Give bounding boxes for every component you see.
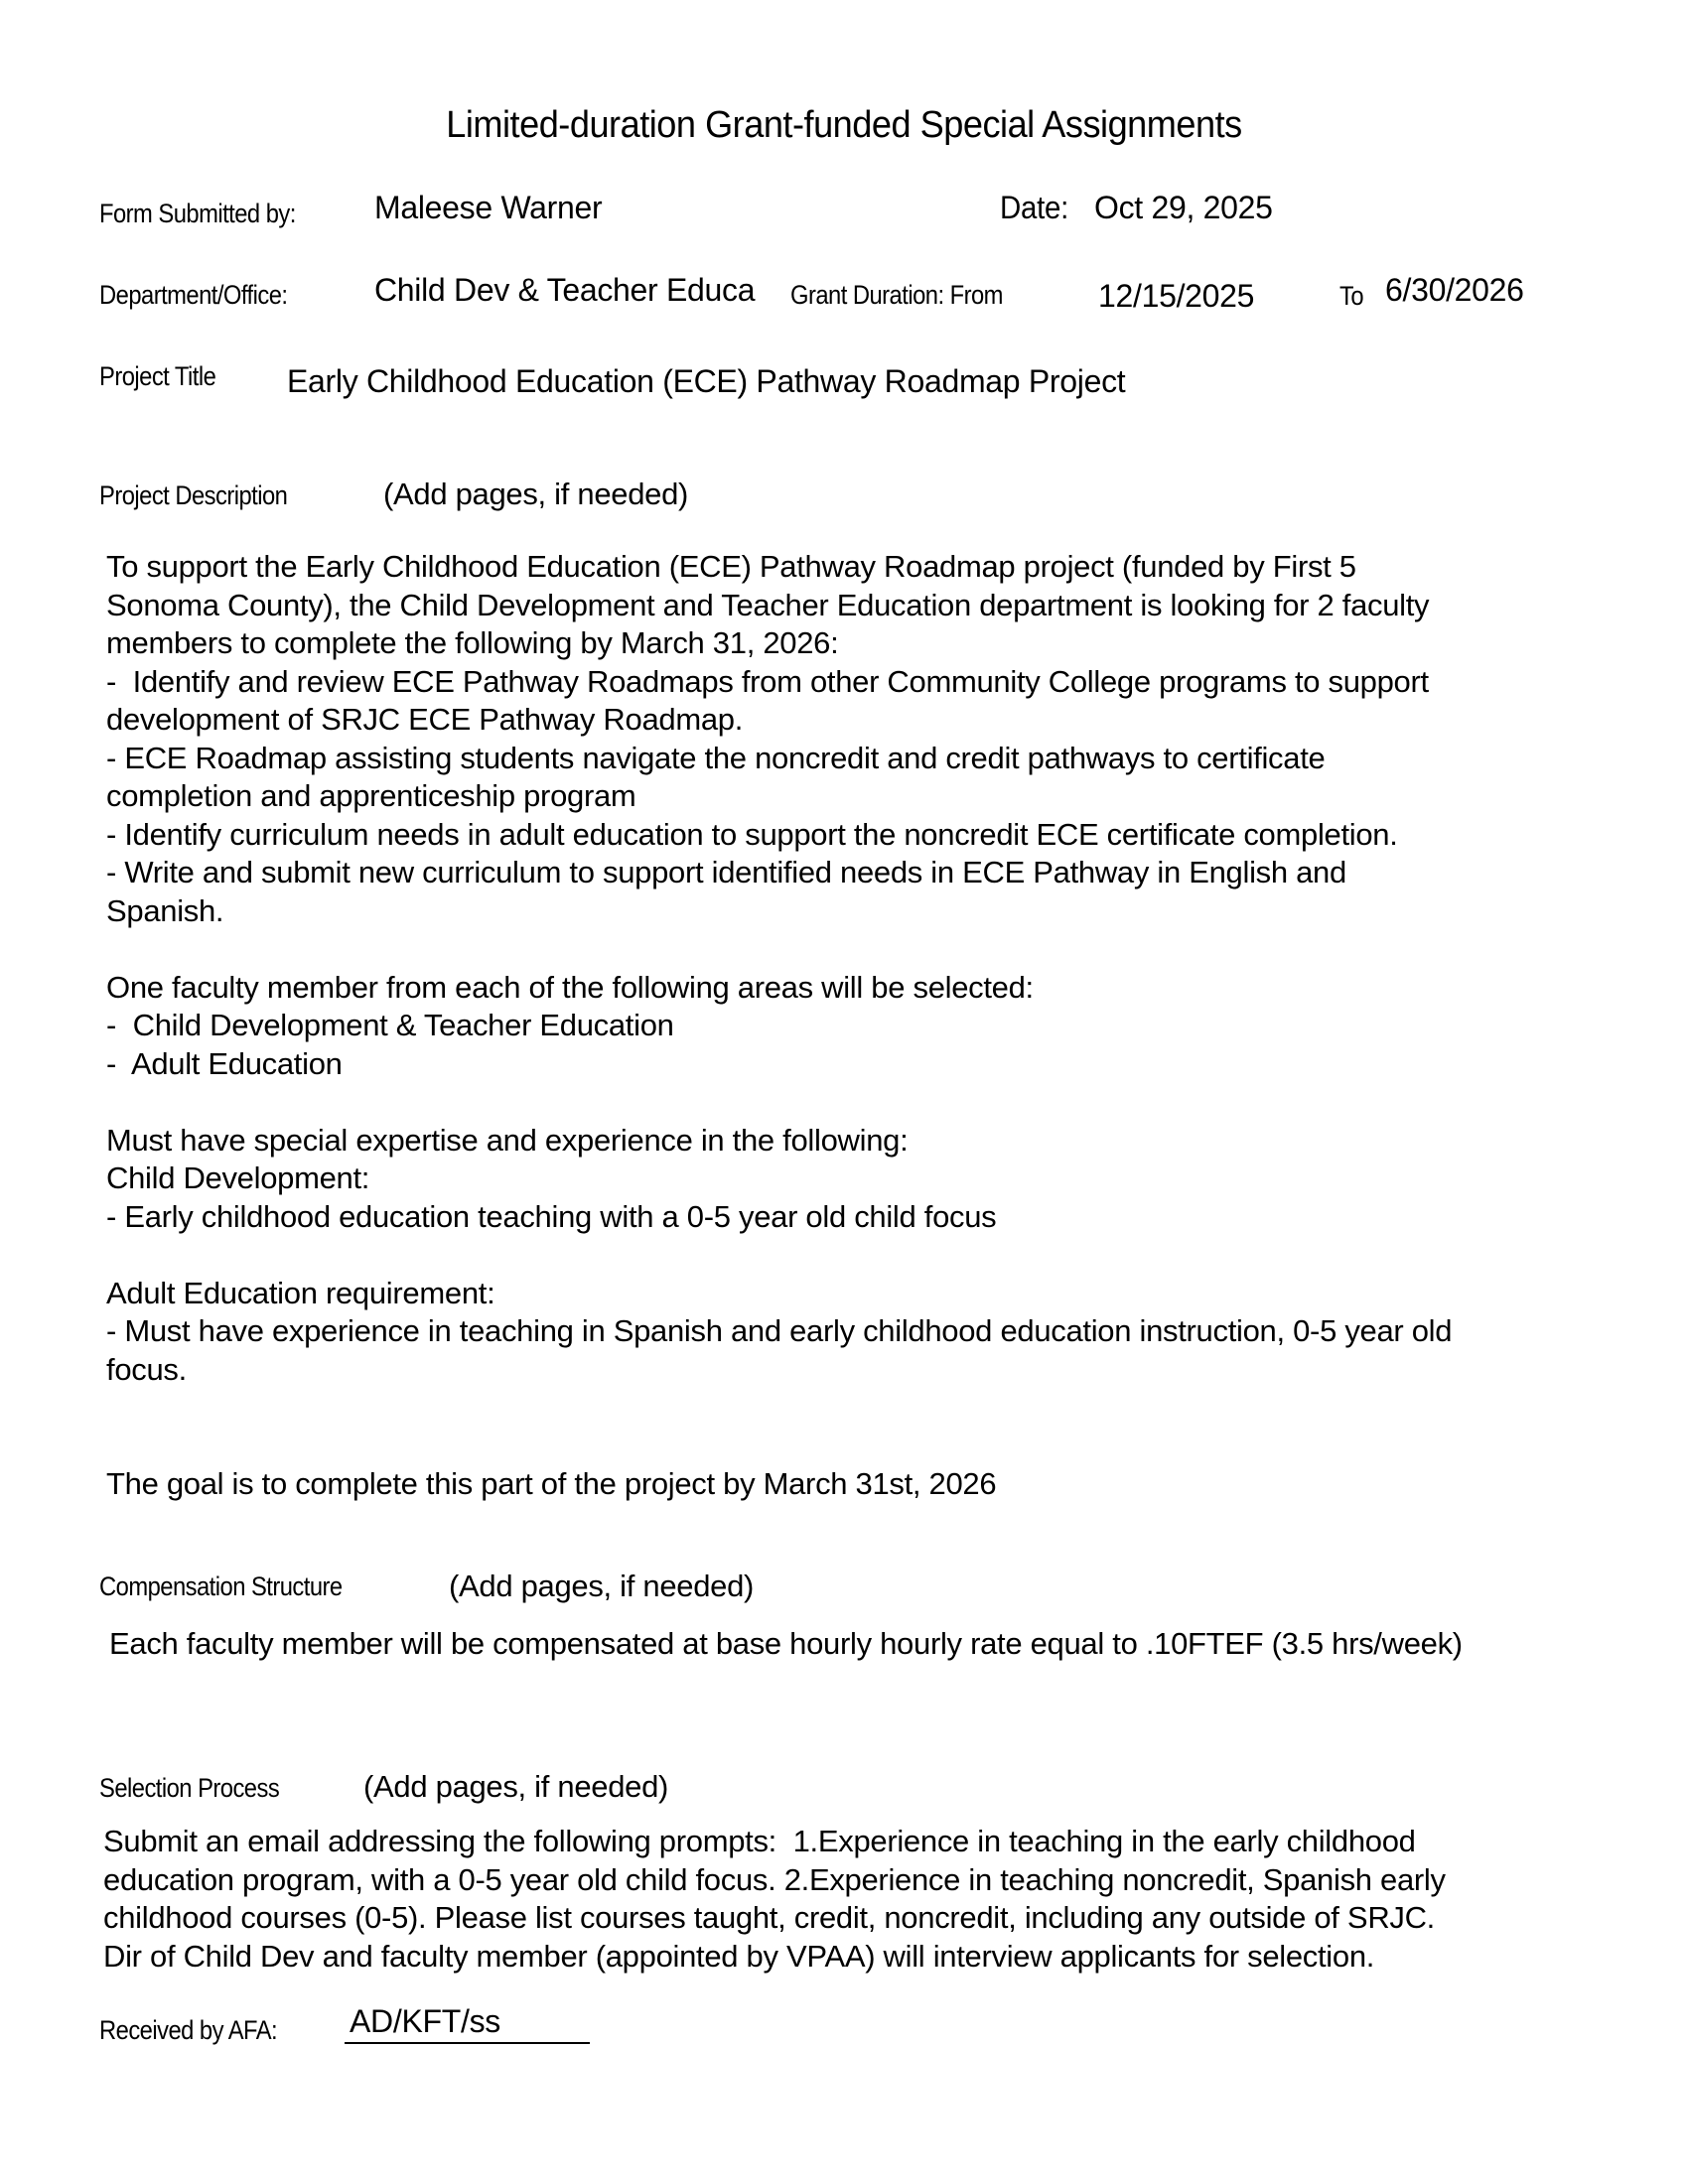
description-line: focus. <box>106 1351 187 1387</box>
project-title-field[interactable]: Early Childhood Education (ECE) Pathway Roadmap Project <box>287 363 1126 399</box>
description-line: Child Development: <box>106 1160 370 1195</box>
date-field[interactable]: Oct 29, 2025 <box>1094 190 1273 225</box>
submitted-by-field[interactable]: Maleese Warner <box>374 190 603 225</box>
project-description-text[interactable] <box>106 548 1452 1504</box>
submitted-by-label: Form Submitted by: <box>99 199 296 228</box>
description-line: Spanish. <box>106 892 224 928</box>
project-description-label: Project Description <box>99 480 288 510</box>
selection-process-text[interactable] <box>103 1823 1446 1976</box>
received-by-afa-field[interactable] <box>345 2003 590 2044</box>
description-line <box>106 1389 1452 1428</box>
selection-line: childhood courses (0-5). Please list courses taught, credit, noncredit, including any outside of SRJC. <box>103 1900 1435 1935</box>
compensation-label: Compensation Structure <box>99 1571 343 1601</box>
department-label: Department/Office: <box>99 280 288 310</box>
description-line: - Must have experience in teaching in Spanish and early childhood education instruction, 0-5 year old <box>106 1313 1453 1348</box>
date-label: Date: <box>1000 190 1068 225</box>
description-line: Must have special expertise and experience in the following: <box>106 1122 909 1158</box>
description-line: Adult Education requirement: <box>106 1275 495 1310</box>
department-field[interactable]: Child Dev & Teacher Educa <box>374 272 756 308</box>
description-line: - Adult Education <box>106 1045 343 1081</box>
selection-line: education program, with a 0-5 year old child focus. 2.Experience in teaching noncredit, Spanish early <box>103 1861 1446 1897</box>
grant-duration-label: Grant Duration: From <box>790 280 1003 310</box>
description-line: - Identify and review ECE Pathway Roadmaps from other Community College programs to support <box>106 663 1429 699</box>
compensation-text[interactable]: Each faculty member will be compensated at base hourly hourly rate equal to .10FTEF (3.5 hrs/week) <box>109 1626 1463 1661</box>
received-by-afa-label: Received by AFA: <box>99 2015 278 2045</box>
form-title: Limited-duration Grant-funded Special Assignments <box>446 104 1242 146</box>
description-line: The goal is to complete this part of the project by March 31st, 2026 <box>106 1466 997 1501</box>
description-line: - Write and submit new curriculum to support identified needs in ECE Pathway in English and <box>106 855 1346 889</box>
received-by-afa-value: AD/KFT/ss <box>350 2003 500 2039</box>
description-line: - Early childhood education teaching with a 0-5 year old child focus <box>106 1198 997 1234</box>
description-line: completion and apprenticeship program <box>106 778 636 813</box>
grant-from-field[interactable]: 12/15/2025 <box>1098 278 1255 314</box>
project-description-hint: (Add pages, if needed) <box>383 477 689 511</box>
description-line: To support the Early Childhood Education (ECE) Pathway Roadmap project (funded by First 5 <box>106 549 1356 584</box>
description-line: development of SRJC ECE Pathway Roadmap. <box>106 702 744 737</box>
selection-process-hint: (Add pages, if needed) <box>363 1769 669 1804</box>
description-line: - Identify curriculum needs in adult education to support the noncredit ECE certificate completion. <box>106 816 1398 852</box>
description-line: One faculty member from each of the following areas will be selected: <box>106 969 1034 1005</box>
description-line <box>106 1428 1452 1466</box>
compensation-hint: (Add pages, if needed) <box>449 1569 755 1603</box>
description-line: members to complete the following by March 31, 2026: <box>106 625 839 660</box>
description-line <box>106 930 1452 969</box>
description-line <box>106 1083 1452 1122</box>
description-line: - Child Development & Teacher Education <box>106 1008 674 1042</box>
description-line <box>106 1236 1452 1275</box>
selection-line: Dir of Child Dev and faculty member (appointed by VPAA) will interview applicants for selection. <box>103 1938 1375 1974</box>
description-line: - ECE Roadmap assisting students navigate the noncredit and credit pathways to certificate <box>106 740 1326 775</box>
selection-process-label: Selection Process <box>99 1773 280 1803</box>
selection-line: Submit an email addressing the following prompts: 1.Experience in teaching in the early childhood <box>103 1824 1416 1858</box>
description-line: Sonoma County), the Child Development and Teacher Education department is looking for 2 faculty <box>106 587 1430 622</box>
project-title-label: Project Title <box>99 361 216 391</box>
grant-to-field[interactable]: 6/30/2026 <box>1385 272 1524 308</box>
grant-to-label: To <box>1339 281 1364 311</box>
